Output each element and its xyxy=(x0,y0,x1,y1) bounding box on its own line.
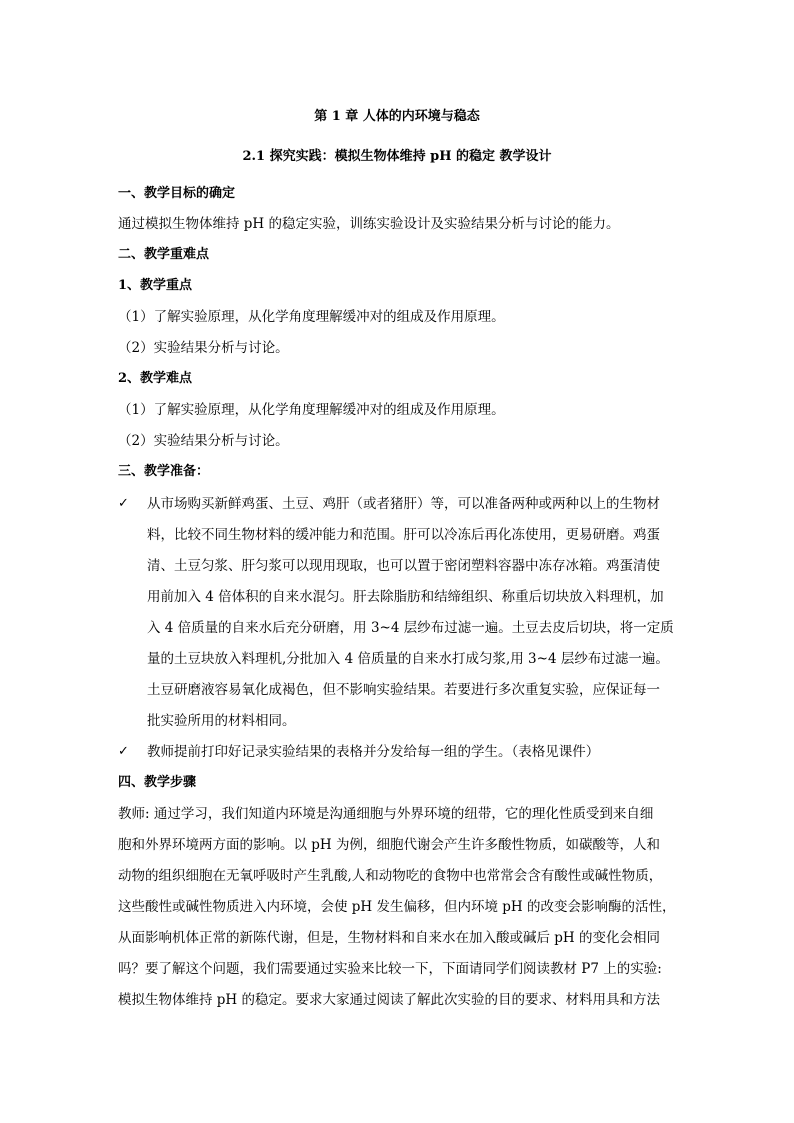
chapter-title: 第 1 章 人体的内环境与稳态 xyxy=(314,109,480,124)
body-line: 动物的组织细胞在无氧呼吸时产生乳酸,人和动物吃的食物中也常常会含有酸性或碱性物质， xyxy=(118,868,663,884)
subheading-key-points: 1、教学重点 xyxy=(118,278,193,293)
check-icon: ✓ xyxy=(118,744,129,759)
prep-line: 料，比较不同生物材料的缓冲能力和范围。肝可以冷冻后再化冻使用，更易研磨。鸡蛋 xyxy=(147,527,660,543)
section-heading-2: 二、教学重难点 xyxy=(118,247,210,262)
check-icon: ✓ xyxy=(118,496,129,511)
section-heading-1: 一、教学目标的确定 xyxy=(118,186,236,201)
body-line: 这些酸性或碱性物质进入内环境，会使 pH 发生偏移，但内环境 pH 的改变会影响酶的活性， xyxy=(118,899,676,915)
section-heading-4: 四、教学步骤 xyxy=(118,775,197,790)
key-point-2: （2）实验结果分析与讨论。 xyxy=(118,340,289,356)
prep-line: 批实验所用的材料相同。 xyxy=(147,713,296,729)
body-line: 模拟生物体维持 pH 的稳定。要求大家通过阅读了解此次实验的目的要求、材料用具和方法 xyxy=(118,992,660,1008)
prep-item-2: 教师提前打印好记录实验结果的表格并分发给每一组的学生。（表格见课件） xyxy=(147,744,600,760)
prep-line: 从市场购买新鲜鸡蛋、土豆、鸡肝（或者猪肝）等，可以准备两种或两种以上的生物材 xyxy=(147,496,660,512)
subheading-difficult-points: 2、教学难点 xyxy=(118,371,193,386)
body-line: 从面影响机体正常的新陈代谢，但是，生物材料和自来水在加入酸或碱后 pH 的变化会相同 xyxy=(118,930,660,946)
section-heading-3: 三、教学准备： xyxy=(118,464,210,479)
prep-line: 量的土豆块放入料理机,分批加入 4 倍质量的自来水打成匀浆,用 3~4 层纱布过滤一遍。 xyxy=(147,651,669,667)
body-line: 教师: 通过学习，我们知道内环境是沟通细胞与外界环境的纽带，它的理化性质受到来自细 xyxy=(118,806,654,822)
prep-line: 入 4 倍质量的自来水后充分研磨，用 3~4 层纱布过滤一遍。土豆去皮后切块，将一定质 xyxy=(147,620,674,636)
difficult-point-1: （1）了解实验原理，从化学角度理解缓冲对的组成及作用原理。 xyxy=(118,402,505,418)
lesson-title: 2.1 探究实践：模拟生物体维持 pH 的稳定 教学设计 xyxy=(242,149,552,164)
prep-line: 清、土豆匀浆、肝匀浆可以现用现取，也可以置于密闭塑料容器中冻存冰箱。鸡蛋清使 xyxy=(147,558,660,574)
body-line: 吗？要了解这个问题，我们需要通过实验来比较一下，下面请同学们阅读教材 P7 上的实验: xyxy=(118,961,662,977)
key-point-1: （1）了解实验原理，从化学角度理解缓冲对的组成及作用原理。 xyxy=(118,309,505,325)
prep-line: 土豆研磨液容易氧化成褐色，但不影响实验结果。若要进行多次重复实验，应保证每一 xyxy=(147,682,660,698)
body-line: 胞和外界环境两方面的影响。以 pH 为例，细胞代谢会产生许多酸性物质，如碳酸等，人和 xyxy=(118,837,660,853)
paragraph-objective: 通过模拟生物体维持 pH 的稳定实验，训练实验设计及实验结果分析与讨论的能力。 xyxy=(118,216,620,232)
difficult-point-2: （2）实验结果分析与讨论。 xyxy=(118,433,289,449)
prep-line: 用前加入 4 倍体积的自来水混匀。肝去除脂肪和结缔组织、称重后切块放入料理机，加 xyxy=(147,589,664,605)
